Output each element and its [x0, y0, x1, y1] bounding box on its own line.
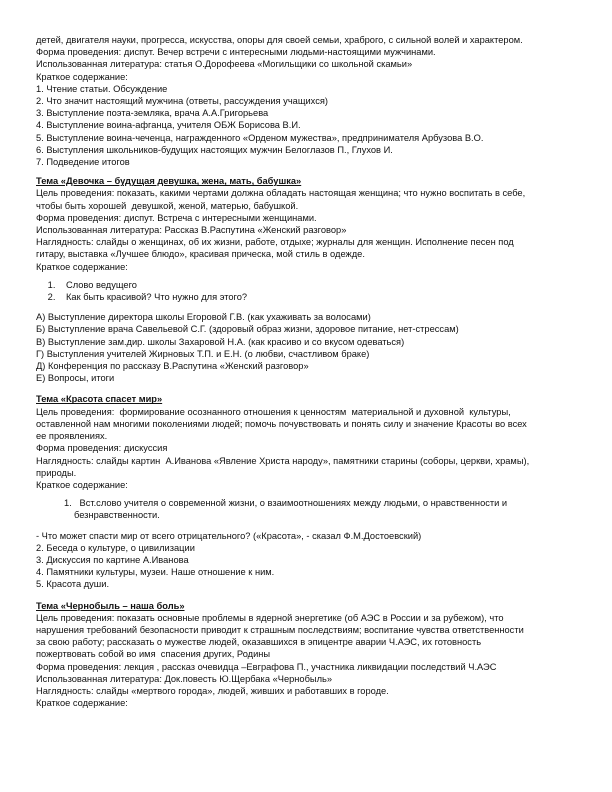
section-line: Наглядность: слайды «мертвого города», людей, живших и работавших в городе. — [36, 685, 389, 696]
document-page — [36, 34, 576, 709]
section-line: Цель проведения: показать основные проблемы в ядерной энергетике (об АЭС в России и за рубежом), что — [36, 612, 504, 623]
section-line: Краткое содержание: — [36, 261, 128, 272]
intro-line: Форма проведения: диспут. Вечер встречи с интересными людьми-настоящими мужчинами. — [36, 47, 436, 58]
numbered-item — [36, 497, 576, 521]
section-line: Цель проведения: формирование осознанного отношения к ценностям материальной и духовной культуры, — [36, 406, 511, 417]
intro-list-item: 5. Выступление воина-чеченца, награжденного «Орденом мужества», предпринимателя Арбузова В.О. — [36, 132, 484, 143]
item-number: 1. — [64, 498, 72, 509]
section-line: Цель проведения: показать, какими чертами должна обладать настоящая женщина; что нужно воспитать в себе, — [36, 188, 526, 199]
section-title: Тема «Девочка – будущая девушка, жена, мать, бабушка» — [36, 176, 302, 187]
intro-line: детей, двигателя науки, прогресса, искусства, опоры для своей семьи, храброго, с сильной волей и характером. — [36, 35, 523, 45]
section-line: ее проявлениях. — [36, 431, 108, 442]
intro-list-item: 4. Выступление воина-афганца, учителя ОБЖ Борисова В.И. — [36, 120, 301, 131]
list-item: 5. Красота души. — [36, 579, 110, 590]
section-title: Тема «Чернобыль – наша боль» — [36, 600, 185, 611]
intro-list-item: 6. Выступления школьников-будущих настоящих мужчин Белоглазов П., Глухов И. — [36, 144, 393, 155]
section-line: Использованная литература: Рассказ В.Распутина «Женский разговор» — [36, 225, 347, 236]
lettered-item: А) Выступление директора школы Егоровой Г.В. (как ухаживать за волосами) — [36, 312, 371, 323]
numbered-list — [36, 279, 576, 303]
section-line: оставленной нам многими поколениями людей; помочь почувствовать и понять силу и значение Красоты во всех — [36, 418, 527, 429]
list-item: 2. Беседа о культуре, о цивилизации — [36, 542, 195, 553]
list-item: 2. Как быть красивой? Что нужно для этого? — [58, 291, 576, 303]
section-line: Форма проведения: дискуссия — [36, 443, 168, 454]
section-line: Краткое содержание: — [36, 479, 128, 490]
intro-block — [36, 34, 576, 168]
list-item: 1. Слово ведущего — [58, 279, 576, 291]
section-chernobyl — [36, 600, 576, 710]
section-line: чтобы быть хорошей девушкой, женой, матерью, бабушкой. — [36, 200, 299, 211]
section-line: Использованная литература: Док.повесть Ю.Щербака «Чернобыль» — [36, 673, 333, 684]
intro-line: Краткое содержание: — [36, 71, 128, 82]
section-line: Форма проведения: лекция , рассказ очевидца –Евграфова П., участника ликвидации последствий Ч.АЭС — [36, 661, 497, 672]
lettered-item: Е) Вопросы, итоги — [36, 373, 115, 384]
list-item: 3. Дискуссия по картине А.Иванова — [36, 554, 189, 565]
intro-list-item: 2. Что значит настоящий мужчина (ответы, рассуждения учащихся) — [36, 96, 328, 107]
section-line: Наглядность: слайды о женщинах, об их жизни, работе, отдыхе; журналы для женщин. Исполнение песен под — [36, 237, 514, 248]
intro-list-item: 1. Чтение статьи. Обсуждение — [36, 83, 168, 94]
section-line: гитару, выставка «Лучшее блюдо», красивая прическа, мой стиль в одежде. — [36, 249, 365, 260]
section-line: природы. — [36, 467, 77, 478]
intro-line: Использованная литература: статья О.Дорофеева «Могильщики со школьной скамьи» — [36, 59, 413, 70]
intro-list-item: 3. Выступление поэта-земляка, врача А.А.Григорьева — [36, 108, 269, 119]
lettered-item: Д) Конференция по рассказу В.Распутина «Женский разговор» — [36, 361, 309, 372]
section-line: Наглядность: слайды картин А.Иванова «Явление Христа народу», памятники старины (соборы, церкви, храмы), — [36, 455, 530, 466]
section-line: Краткое содержание: — [36, 698, 128, 709]
section-line: нарушения требований безопасности приводит к страшным последствиям; воспитание чувства ответственности — [36, 624, 524, 635]
section-title: Тема «Красота спасет мир» — [36, 394, 163, 405]
section-girl — [36, 175, 576, 384]
item-text: Вст.слово учителя о современной жизни, о взаимоотношениях между людьми, о нравственности и — [79, 498, 508, 509]
lettered-item: В) Выступление зам.дир. школы Захаровой Н.А. (как красиво и со вкусом одеваться) — [36, 336, 405, 347]
lettered-item: Г) Выступления учителей Жирновых Т.П. и Е.Н. (о любви, счастливом браке) — [36, 348, 370, 359]
list-item: - Что может спасти мир от всего отрицательного? («Красота», - сказал Ф.М.Достоевский) — [36, 530, 422, 541]
section-line: пожертвовать собой во имя спасения других, Родины — [36, 649, 271, 660]
section-line: Форма проведения: диспут. Встреча с интересными женщинами. — [36, 212, 317, 223]
item-text: безнравственности. — [74, 510, 160, 521]
section-line: за свою работу; рассказать о мужестве людей, оказавшихся в эпицентре аварии Ч.АЭС, их готовность — [36, 637, 482, 648]
intro-list-item: 7. Подведение итогов — [36, 157, 130, 168]
section-beauty — [36, 393, 576, 590]
list-item: 4. Памятники культуры, музеи. Наше отношение к ним. — [36, 567, 275, 578]
lettered-item: Б) Выступление врача Савельевой С.Г. (здоровый образ жизни, здоровое питание, нет-стрессам) — [36, 324, 459, 335]
